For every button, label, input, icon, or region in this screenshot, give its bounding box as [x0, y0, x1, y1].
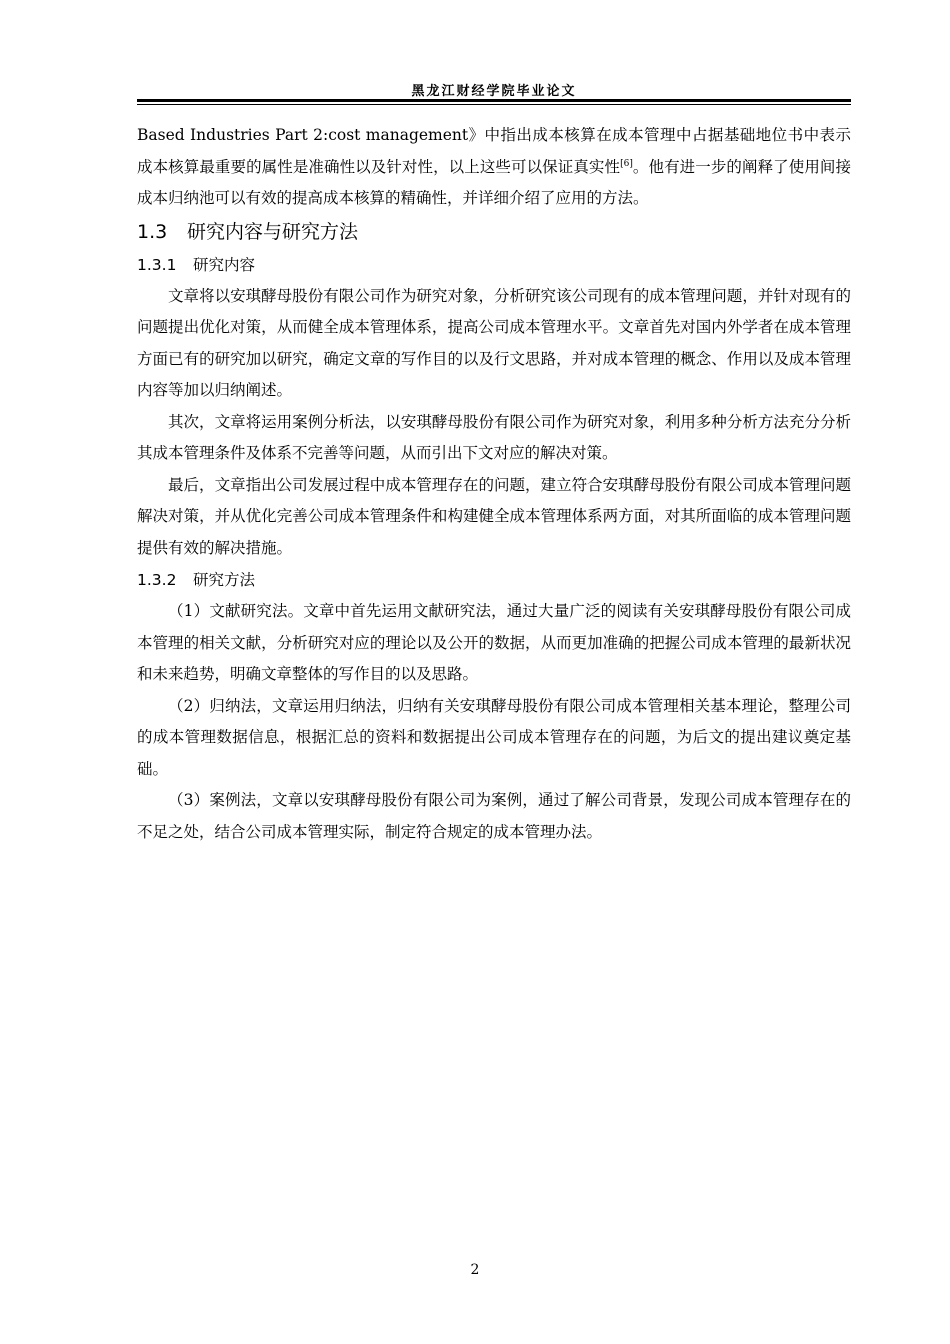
section-heading-1-3: [137, 217, 851, 247]
subsection-title: 研究内容: [193, 255, 256, 274]
body-paragraph: 其次，文章将运用案例分析法，以安琪酵母股份有限公司作为研究对象，利用多种分析方法充分分析其成本管理条件及体系不完善等问题，从而引出下文对应的解决对策。: [137, 412, 851, 462]
section-number: 1.3: [137, 220, 168, 243]
subsection-heading-1-3-2: [137, 566, 851, 594]
header-rule-thick: [137, 99, 851, 102]
subsection-title: 研究方法: [193, 571, 256, 589]
intro-paragraph: [137, 120, 851, 215]
subsection-heading-1-3-1: [137, 251, 851, 279]
subsection-number: 1.3.1: [137, 255, 177, 274]
body-paragraph: （2）归纳法，文章运用归纳法，归纳有关安琪酵母股份有限公司成本管理相关基本理论，整理公司的成本管理数据信息，根据汇总的资料和数据提出公司成本管理存在的问题，为后文的提出建议奠定基础。: [137, 696, 851, 778]
body-paragraph: 文章将以安琪酵母股份有限公司作为研究对象，分析研究该公司现有的成本管理问题，并针对现有的问题提出优化对策，从而健全成本管理体系，提高公司成本管理水平。文章首先对国内外学者在成本管理方面已有的研究加以研究，确定文章的写作目的以及行文思路，并对成本管理的概念、作用以及成本管理内容等加以归纳阐述。: [137, 286, 851, 399]
subsection-number: 1.3.2: [137, 571, 177, 589]
page-number: 2: [470, 1262, 480, 1278]
header-rule-thin: [137, 104, 851, 105]
section-title: 研究内容与研究方法: [187, 220, 359, 243]
citation-marker: [6]: [620, 158, 633, 169]
body-paragraph: （1）文献研究法。文章中首先运用文献研究法，通过大量广泛的阅读有关安琪酵母股份有限公司成本管理的相关文献，分析研究对应的理论以及公开的数据，从而更加准确的把握公司成本管理的最新状况和未来趋势，明确文章整体的写作目的以及思路。: [137, 602, 851, 683]
intro-text: Based Industries Part 2:cost management》中指出成本核算在成本管理中占据基础地位书中表示成本核算最重要的属性是准确性以及针对性，以上这些可以保证真实性: [137, 126, 851, 176]
intro-text-continued: 。他有进一步的阐释了使用间接成本归纳池可以有效的提高成本核算的精确性，并详细介绍了应用的方法。: [137, 157, 851, 207]
body-paragraph: 最后，文章指出公司发展过程中成本管理存在的问题，建立符合安琪酵母股份有限公司成本管理问题解决对策，并从优化完善公司成本管理条件和构建健全成本管理体系两方面，对其所面临的成本管理问题提供有效的解决措施。: [137, 475, 851, 557]
body-paragraph: （3）案例法，文章以安琪酵母股份有限公司为案例，通过了解公司背景，发现公司成本管理存在的不足之处，结合公司成本管理实际，制定符合规定的成本管理办法。: [137, 791, 851, 841]
running-header: 黑龙江财经学院毕业论文: [411, 84, 577, 99]
page-body: [137, 120, 851, 848]
